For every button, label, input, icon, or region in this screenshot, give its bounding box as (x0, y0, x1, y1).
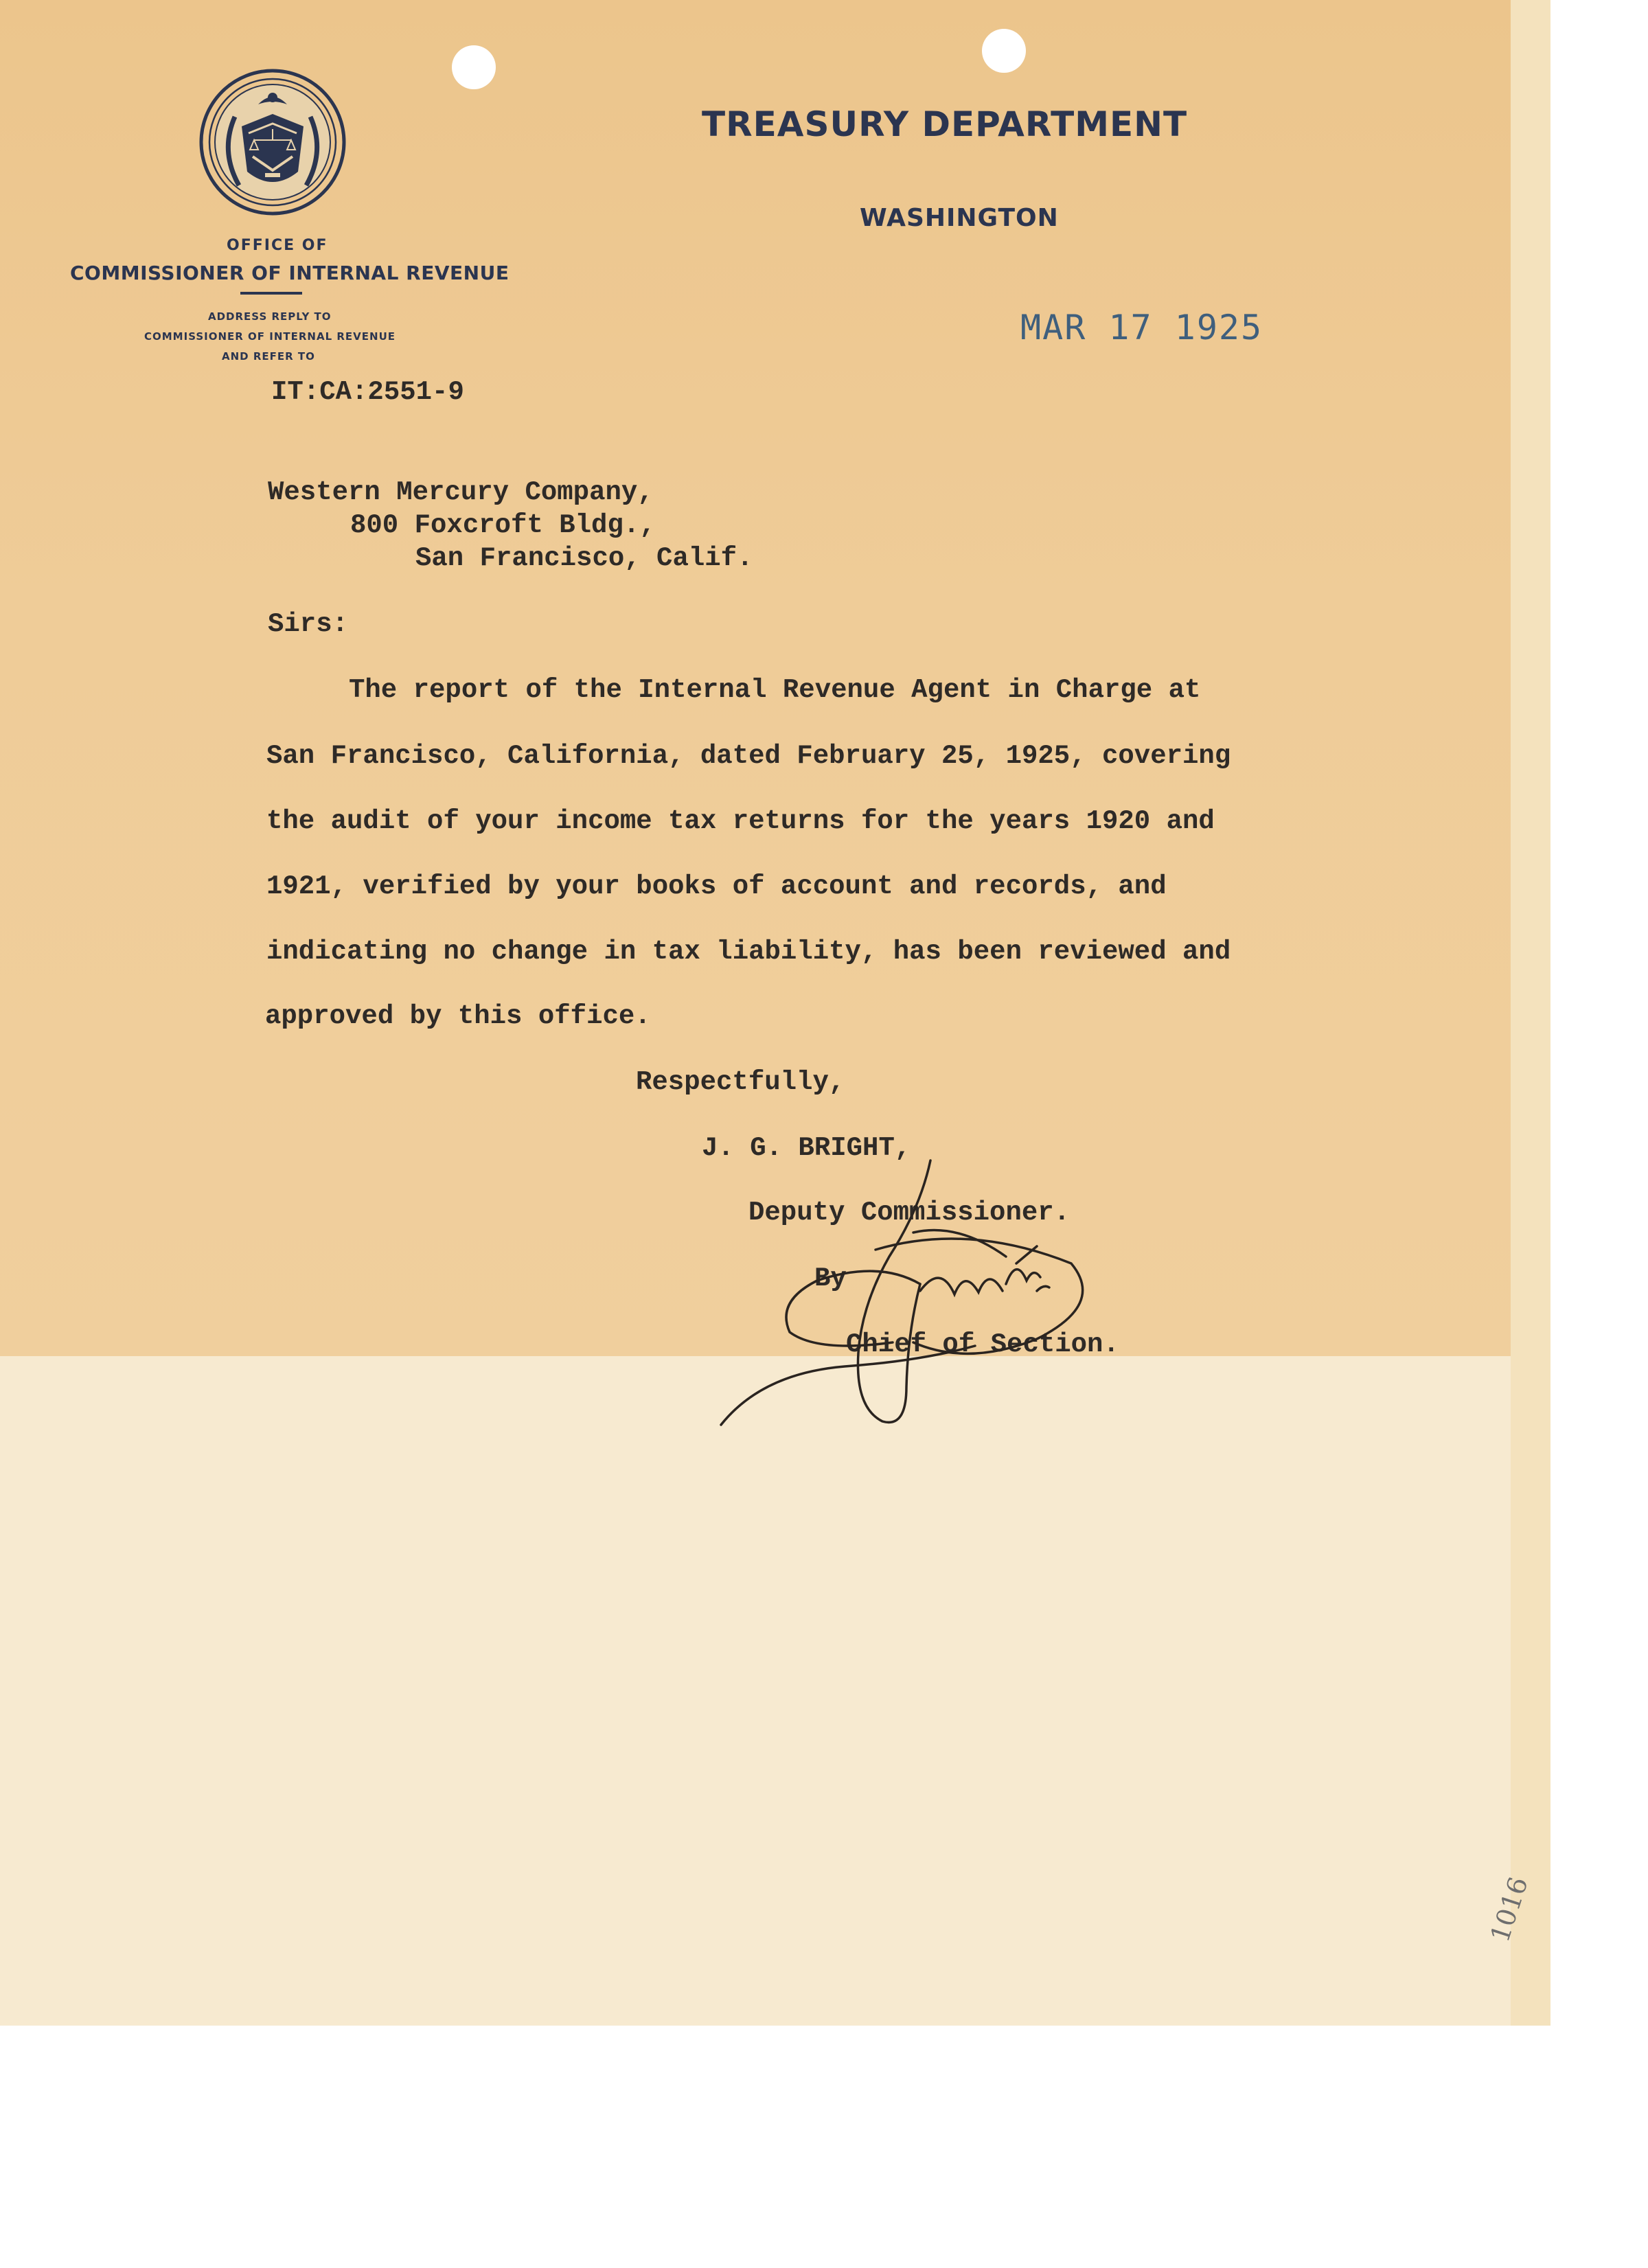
punch-hole-left (452, 45, 496, 89)
reference-code: IT:CA:2551-9 (271, 377, 464, 407)
signer-name: J. G. BRIGHT, (702, 1133, 911, 1163)
reply-label-3: AND REFER TO (222, 350, 315, 363)
margin-notation: 1016 (1485, 1873, 1534, 1946)
letterhead-rule (240, 292, 302, 295)
recipient-line-3: San Francisco, Calif. (415, 543, 753, 573)
recipient-line-1: Western Mercury Company, (268, 477, 654, 507)
body-line-5: indicating no change in tax liability, has been reviewed and (266, 937, 1231, 967)
body-line-2: San Francisco, California, dated February 25, 1925, covering (266, 741, 1231, 771)
body-line-6: approved by this office. (265, 1001, 651, 1031)
salutation: Sirs: (268, 609, 349, 639)
department-title: TREASURY DEPARTMENT (702, 104, 1188, 144)
body-line-3: the audit of your income tax returns for the years 1920 and (266, 806, 1215, 836)
paper-light-region (0, 1356, 1550, 2026)
office-label: OFFICE OF (227, 237, 328, 254)
body-line-1: The report of the Internal Revenue Agent in Charge at (349, 675, 1201, 705)
section-title: Chief of Section. (846, 1329, 1119, 1360)
paper-right-band (1511, 0, 1550, 2026)
signer-title: Deputy Commissioner. (748, 1198, 1071, 1228)
complimentary-close: Respectfully, (636, 1067, 845, 1097)
reply-label-1: ADDRESS REPLY TO (208, 310, 332, 323)
handwritten-signature (714, 1147, 1126, 1442)
treasury-seal-icon (199, 69, 346, 216)
date-stamp: MAR 17 1925 (1020, 308, 1263, 347)
recipient-line-2: 800 Foxcroft Bldg., (350, 510, 656, 540)
by-label: By (814, 1263, 847, 1294)
punch-hole-right (982, 29, 1026, 73)
city-title: WASHINGTON (860, 204, 1059, 232)
reply-label-2: COMMISSIONER OF INTERNAL REVENUE (144, 330, 396, 343)
office-name: COMMISSIONER OF INTERNAL REVENUE (70, 262, 510, 284)
body-line-4: 1921, verified by your books of account and records, and (266, 871, 1167, 902)
